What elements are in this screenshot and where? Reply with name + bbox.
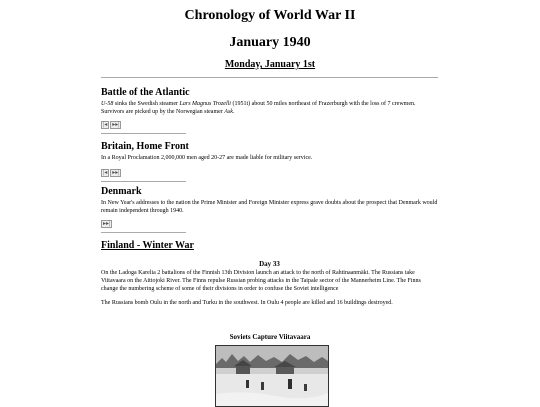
date-link[interactable]: Monday, January 1st [224,59,316,70]
section-title: Britain, Home Front [101,141,189,152]
prev-arrow-icon[interactable]: |◂ [103,122,108,128]
finland-para-1: On the Ladoga Karelia 2 battalions of the Finnish 13th Division launch an attack to the north of Rahtinaanmäki. The Russians take Viitavaara on the Aittojoki River. The Finns repulse Russian probing attacks in the Taipale sector of the Mannerheim Line. The Finns change the numbering scheme of some of their divisions in order to confuse the Soviet intelligence [101,270,421,292]
prev-arrow-icon[interactable]: |◂ [103,170,108,176]
snow-scene-icon [216,346,328,406]
war-photo [215,345,329,407]
vessel-name: Lars Magnus Trozelli [179,101,231,107]
section-finland [101,240,438,307]
section-title: Battle of the Atlantic [101,87,190,98]
body-text: (1951t) about 50 miles northeast of Frazerburgh with the loss of 7 crewmen. Survivors are picked up by the Norwegian steamer [101,101,416,115]
ship-name: U-58 [101,101,114,107]
section-title: Denmark [101,186,142,197]
section-body: In New Year's addresses to the nation the Prime Minister and Foreign Minister express grave doubts about the prospect that Denmark would remain independent through 1940. [101,200,438,214]
divider [101,232,186,233]
site-title: Chronology of World War II [184,8,356,23]
next-arrow-icon[interactable]: ▸▸| [103,221,111,227]
next-arrow-icon[interactable]: ▸▸| [112,122,120,128]
month-title: January 1940 [229,35,311,50]
section-body [101,100,438,116]
finland-para-2: The Russians bomb Oulu in the north and Turku in the southwest. In Oulu 4 people are killed and 16 buildings destroyed. [101,300,393,306]
photo-caption: Soviets Capture Viitavaara [229,333,311,341]
section-denmark [101,186,438,233]
day-label: Day 33 [259,260,280,268]
body-text: . [232,109,235,115]
rescuer-name: Ask [224,109,233,115]
section-body: In a Royal Proclamation 2,000,000 men aged 20-27 are made liable for military service. [101,155,313,161]
section-battle-of-atlantic [101,87,438,134]
body-text: sinks the Swedish steamer [113,101,180,107]
finland-title-link[interactable]: Finland - Winter War [101,240,194,251]
nav-arrows [101,168,438,177]
divider [101,77,438,78]
nav-arrows [101,219,438,228]
divider [101,133,186,134]
next-arrow-icon[interactable]: ▸▸| [112,170,120,176]
divider [101,181,186,182]
section-britain-home-front [101,141,438,182]
nav-arrows [101,120,438,129]
